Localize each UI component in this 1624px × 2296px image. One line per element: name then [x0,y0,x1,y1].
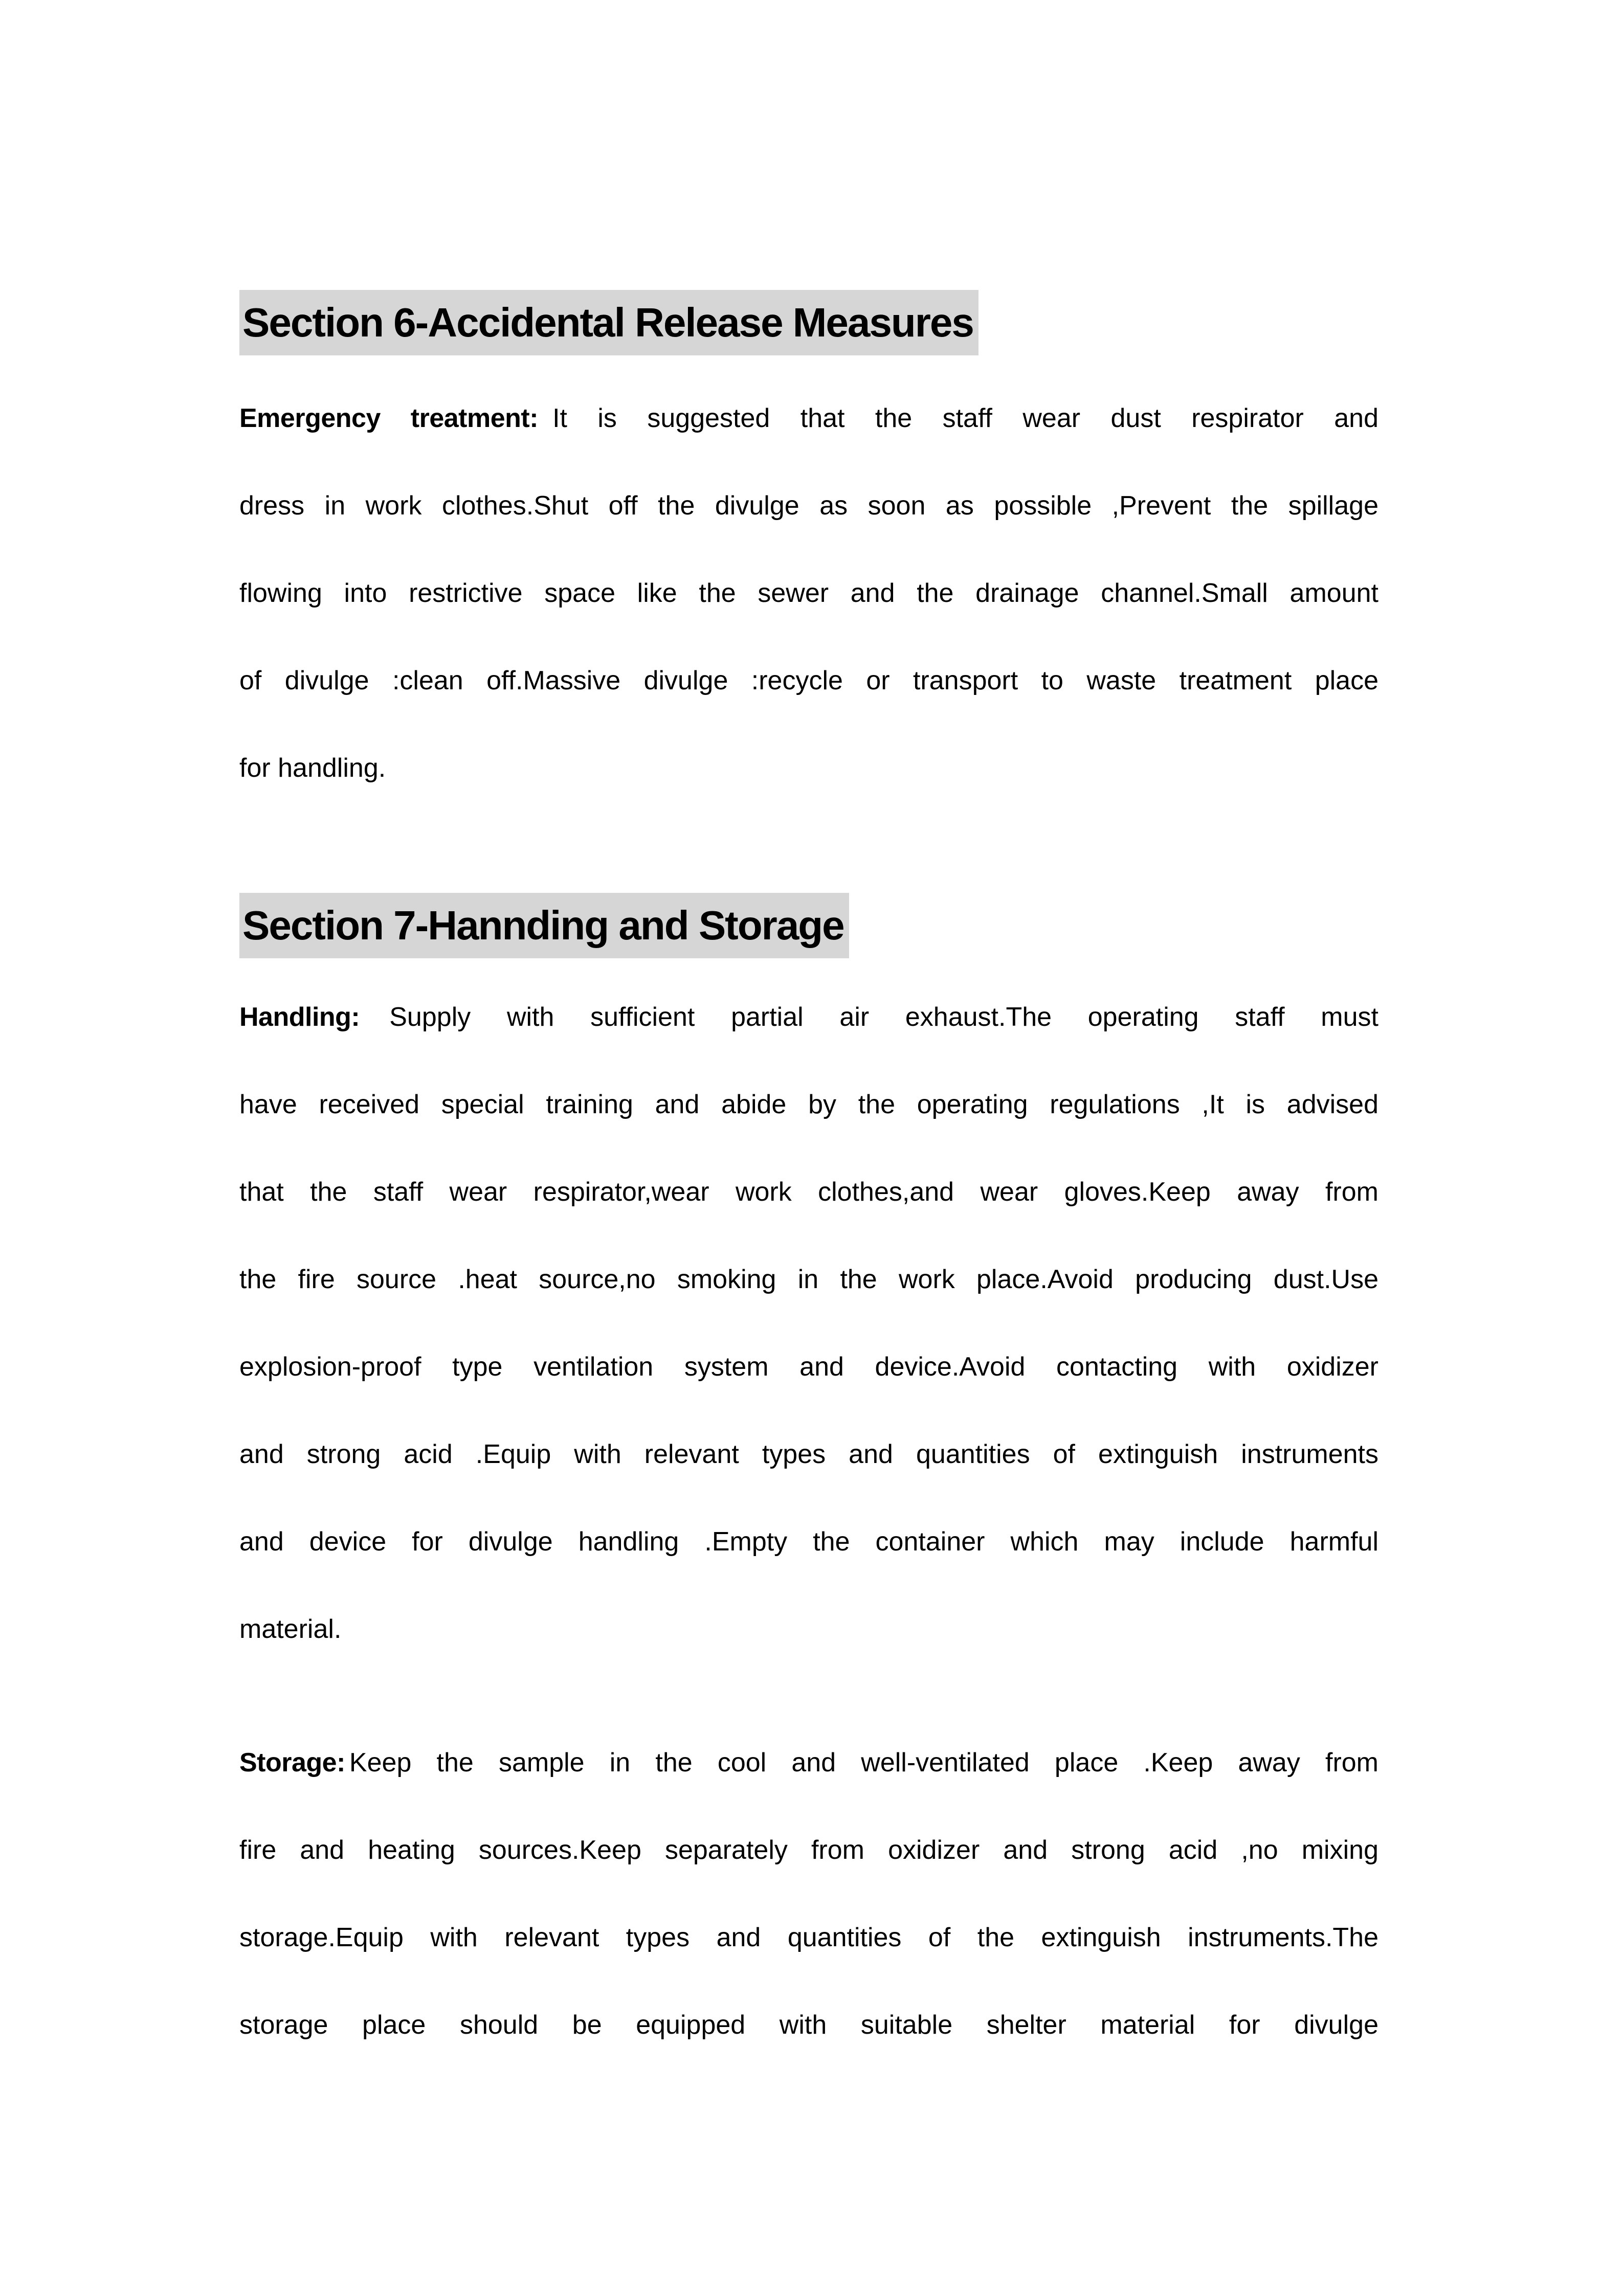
text-line: flowing into restrictive space like the sewer and the drainage channel.Small amount [239,578,1378,608]
text-line-content: Supply with sufficient partial air exhaust.The operating staff must [389,1002,1378,1032]
handling-paragraph [239,974,1378,1673]
text-line: that the staff wear respirator,wear work clothes,and wear gloves.Keep away from [239,1177,1378,1207]
text-line [239,375,1378,462]
section-7-heading-text: Section 7-Hannding and Storage [239,893,849,958]
emergency-treatment-paragraph [239,375,1378,812]
text-line: storage.Equip with relevant types and quantities of the extinguish instruments.The [239,1923,1378,1952]
section-7-heading [239,893,1378,958]
text-line: of divulge :clean off.Massive divulge :recycle or transport to waste treatment place [239,666,1378,695]
emergency-treatment-label: Emergency treatment: [239,403,539,433]
text-line: storage place should be equipped with suitable shelter material for divulge [239,2010,1378,2040]
text-line: the fire source .heat source,no smoking in the work place.Avoid producing dust.Use [239,1265,1378,1294]
text-line: material. [239,1614,342,1644]
text-line-content: It is suggested that the staff wear dust respirator and [552,403,1379,433]
text-line: dress in work clothes.Shut off the divulge as soon as possible ,Prevent the spillage [239,491,1378,521]
text-line: fire and heating sources.Keep separately from oxidizer and strong acid ,no mixing [239,1835,1378,1865]
section-6-heading-text: Section 6-Accidental Release Measures [239,290,978,355]
text-line: and device for divulge handling .Empty the container which may include harmful [239,1527,1378,1557]
text-line-content: Keep the sample in the cool and well-ventilated place .Keep away from [349,1748,1378,1777]
section-6-heading [239,290,1378,355]
handling-label: Handling: [239,1002,360,1032]
text-line: and strong acid .Equip with relevant types and quantities of extinguish instruments [239,1439,1378,1469]
text-line: for handling. [239,753,386,783]
storage-paragraph [239,1719,1378,2069]
text-line [239,1719,1378,1807]
text-line: explosion-proof type ventilation system and device.Avoid contacting with oxidizer [239,1352,1378,1382]
text-line: have received special training and abide by the operating regulations ,It is advised [239,1090,1378,1119]
storage-label: Storage: [239,1748,345,1777]
text-line [239,974,1378,1061]
